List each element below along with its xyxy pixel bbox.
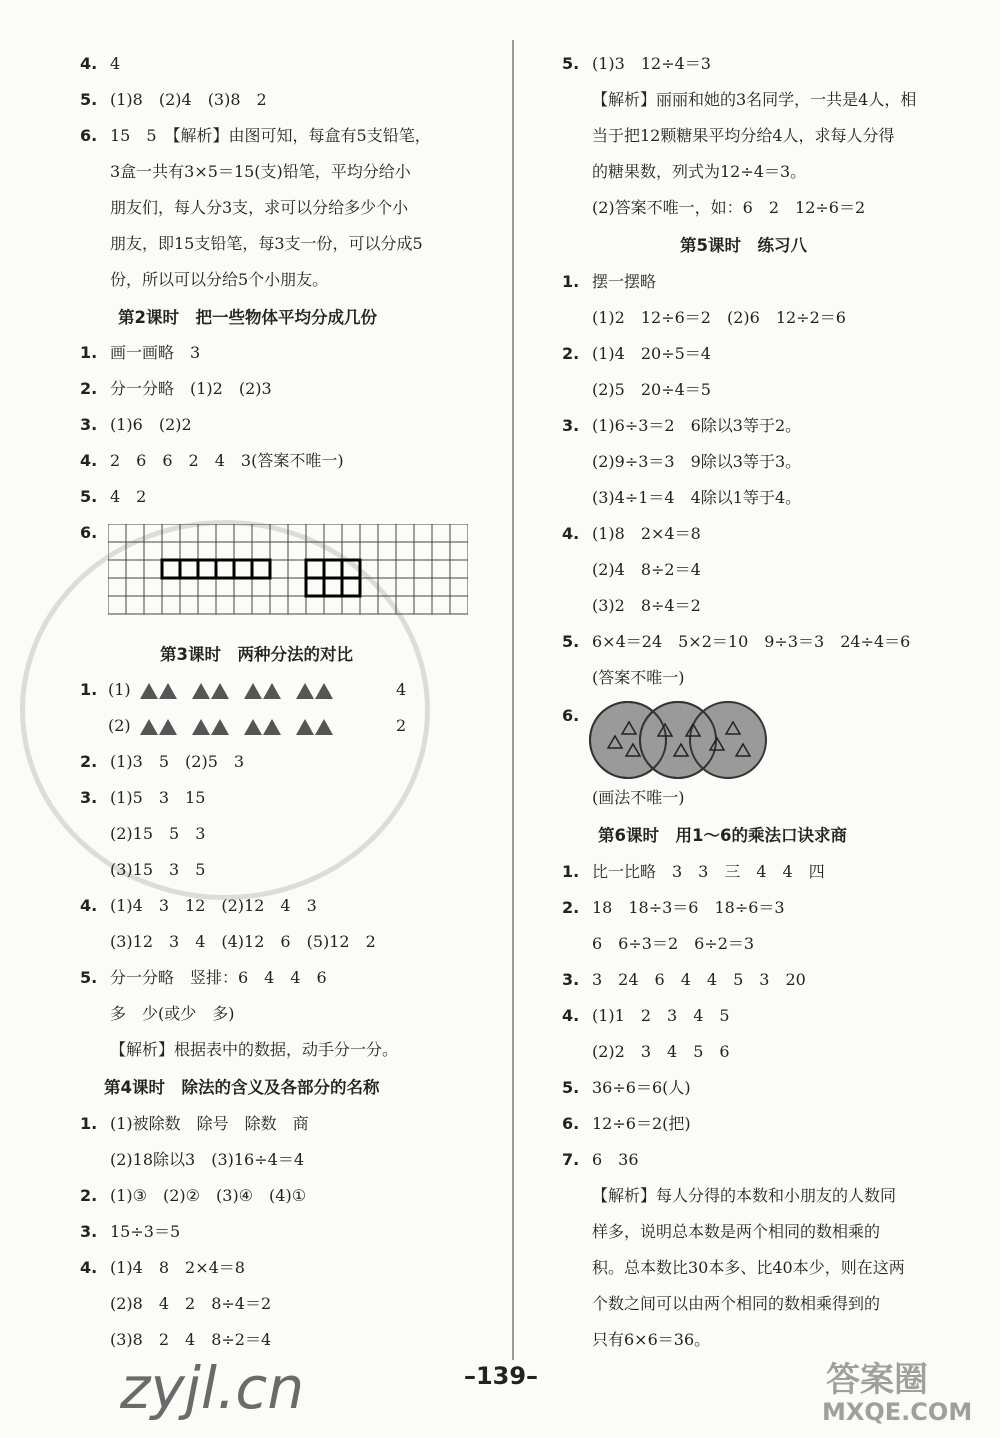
answer-text: (1)5 3 15 [110, 788, 206, 807]
answer-text: 2 6 6 2 4 3(答案不唯一) [110, 451, 344, 470]
lesson-heading: 第4课时 除法的含义及各部分的名称 [104, 1078, 380, 1097]
question-number: 6. [80, 126, 98, 145]
question-number: 6. [562, 1114, 580, 1133]
answer-text: 当于把12颗糖果平均分给4人，求每人分得 [592, 126, 895, 145]
question-number: 4. [562, 1006, 580, 1025]
triangle-icon [296, 683, 314, 699]
answer-text: 份，所以可以分给5个小朋友。 [110, 270, 329, 289]
bold-cell [198, 560, 216, 578]
answer-text: (2)8 4 2 8÷4＝2 [110, 1294, 272, 1313]
answer-text: 朋友们，每人分3支，求可以分给多少个小 [110, 198, 409, 217]
answer-text: 【解析】根据表中的数据，动手分一分。 [110, 1040, 399, 1059]
answer-text: (2)5 20÷4＝5 [592, 380, 711, 399]
triangle-icon [263, 683, 281, 699]
answer-text: 朋友，即15支铅笔，每3支一份，可以分成5 [110, 234, 423, 253]
answer-text: 画一画略 3 [110, 343, 201, 362]
answer-line [562, 198, 865, 218]
answer-text: (2)2 3 4 5 6 [592, 1042, 730, 1061]
answer-line [562, 416, 801, 436]
answer-line [80, 162, 411, 182]
answer-line [80, 1150, 304, 1170]
question-number: 3. [562, 970, 580, 989]
answer-line [80, 1114, 309, 1134]
answer-line [562, 126, 895, 146]
question-number: 4. [80, 896, 98, 915]
answer-text: (画法不唯一) [592, 788, 685, 807]
answer-text: 18 18÷3＝6 18÷6＝3 [592, 898, 785, 917]
venn-figure [588, 700, 768, 784]
triangle-icon [211, 719, 229, 735]
bold-cell [252, 560, 270, 578]
answer-line [80, 1186, 306, 1206]
answer-line [80, 896, 317, 916]
answer-line [562, 488, 801, 508]
answer-text: (1)③ (2)② (3)④ (4)① [110, 1186, 307, 1205]
bold-cell [324, 578, 342, 596]
answer-text: 样多，说明总本数是两个相同的数相乘的 [592, 1222, 881, 1241]
triangle-group [296, 718, 334, 737]
answer-line [80, 932, 376, 952]
answer-text: 15÷3＝5 [110, 1222, 181, 1241]
answer-line [80, 415, 192, 435]
triangle-icon [315, 683, 333, 699]
question-number: 5. [562, 54, 580, 73]
question-number: 1. [562, 272, 580, 291]
triangle-group [192, 718, 230, 737]
answer-text: (2)4 8÷2＝4 [592, 560, 701, 579]
answer-text: (3)2 8÷4＝2 [592, 596, 701, 615]
answer-text: 的糖果数，列式为12÷4＝3。 [592, 162, 807, 181]
answer-line [562, 452, 801, 472]
answer-line [80, 54, 120, 74]
answer-text: 积。总本数比30本多、比40本少，则在这两 [592, 1258, 905, 1277]
answer-text: (3)12 3 4 (4)12 6 (5)12 2 [110, 932, 376, 951]
question-number: 2. [562, 898, 580, 917]
answer-line [562, 524, 701, 544]
triangle-icon [296, 719, 314, 735]
triangle-icon [140, 719, 158, 735]
answer-line [80, 198, 408, 218]
question-number: 3. [80, 1222, 98, 1241]
answer-line [80, 968, 327, 988]
answer-line [80, 270, 328, 290]
answer-text: (1)3 12÷4＝3 [592, 54, 711, 73]
bold-cell [342, 560, 360, 578]
answer-text: 6 6÷3＝2 6÷2＝3 [592, 934, 755, 953]
answer-text: 6 36 [592, 1150, 639, 1169]
triangle-icon [192, 719, 210, 735]
question-number: 2. [80, 379, 98, 398]
question-number: 6. [80, 523, 98, 542]
triangle-group [140, 718, 178, 737]
answer-line [80, 860, 205, 880]
answer-line [562, 1114, 691, 1134]
watermark-right-top: 答案圈 [826, 1360, 928, 1400]
answer-line [562, 1078, 691, 1098]
question-number: 2. [562, 344, 580, 363]
question-number: 4. [80, 1258, 98, 1277]
venn-svg [588, 700, 768, 780]
question-number: 5. [80, 968, 98, 987]
answer-line [80, 523, 110, 543]
answer-text: 个数之间可以由两个相同的数相乘得到的 [592, 1294, 881, 1313]
answer-text: (2)答案不唯一，如：6 2 12÷6＝2 [592, 198, 866, 217]
answer-line [80, 1258, 245, 1278]
question-number: 6. [562, 706, 580, 725]
question-number: 5. [80, 487, 98, 506]
answer-line [562, 272, 656, 292]
answer-text: 4 [396, 680, 407, 699]
answer-text: (1)6÷3＝2 6除以3等于2。 [592, 416, 802, 435]
answer-text: (1)2 12÷6＝2 (2)6 12÷2＝6 [592, 308, 846, 327]
question-number: 1. [562, 862, 580, 881]
question-number: 2. [80, 1186, 98, 1205]
answer-line [80, 126, 431, 146]
answer-text: (2)18除以3 (3)16÷4＝4 [110, 1150, 304, 1169]
answer-line [80, 234, 423, 254]
answer-line [562, 1258, 905, 1278]
answer-text: (1)1 2 3 4 5 [592, 1006, 730, 1025]
question-number: 5. [562, 1078, 580, 1097]
circle-3 [690, 702, 766, 778]
answer-line [562, 596, 701, 616]
answer-line [80, 1222, 180, 1242]
answer-line [80, 451, 344, 471]
question-number: 2. [80, 752, 98, 771]
answer-text: (2)15 5 3 [110, 824, 206, 843]
answer-text: 12÷6＝2(把) [592, 1114, 691, 1133]
answer-text: 只有6×6＝36。 [592, 1330, 711, 1349]
answer-line [562, 380, 711, 400]
answer-text: 【解析】丽丽和她的3名同学，一共是4人，相 [592, 90, 917, 109]
question-number: 3. [562, 416, 580, 435]
answer-text: 3 24 6 4 4 5 3 20 [592, 970, 806, 989]
answer-text: 3盒一共有3×5＝15(支)铅笔，平均分给小 [110, 162, 411, 181]
triangle-icon [244, 683, 262, 699]
answer-line [562, 1006, 730, 1026]
answer-line [80, 752, 244, 772]
triangle-group [244, 718, 282, 737]
answer-line [562, 632, 910, 652]
answer-line [562, 788, 685, 808]
question-number: 1. [80, 680, 98, 699]
answer-text: 6×4＝24 5×2＝10 9÷3＝3 24÷4＝6 [592, 632, 911, 651]
answer-text: (1)4 8 2×4＝8 [110, 1258, 245, 1277]
answer-line [562, 1042, 730, 1062]
answer-line [80, 824, 205, 844]
answer-text: (3)15 3 5 [110, 860, 206, 879]
triangle-icon [140, 683, 158, 699]
triangle-icon [244, 719, 262, 735]
answer-text: (1)4 20÷5＝4 [592, 344, 711, 363]
answer-text: (1)6 (2)2 [110, 415, 192, 434]
question-number: 5. [562, 632, 580, 651]
answer-line [562, 1186, 896, 1206]
answer-line [562, 970, 806, 990]
answer-text: 分一分略 (1)2 (2)3 [110, 379, 272, 398]
bold-cell [342, 578, 360, 596]
answer-line [80, 379, 272, 399]
answer-text: (3)4÷1＝4 4除以1等于4。 [592, 488, 802, 507]
answer-line [80, 788, 205, 808]
lesson-heading: 第3课时 两种分法的对比 [160, 645, 353, 664]
question-number: 7. [562, 1150, 580, 1169]
bold-cell [306, 560, 324, 578]
answer-text: (1)3 5 (2)5 3 [110, 752, 245, 771]
sub-label: (2) [108, 716, 131, 735]
lesson-heading: 第2课时 把一些物体平均分成几份 [118, 308, 377, 327]
answer-line [562, 54, 711, 74]
triangle-group [244, 682, 282, 701]
answer-text: (1)被除数 除号 除数 商 [110, 1114, 309, 1133]
answer-line [562, 668, 685, 688]
answer-line [562, 560, 701, 580]
bold-cell [306, 578, 324, 596]
question-number: 4. [80, 54, 98, 73]
bold-cell [324, 560, 342, 578]
answer-line [562, 934, 754, 954]
answer-line [80, 1004, 235, 1024]
answer-text: (2)9÷3＝3 9除以3等于3。 [592, 452, 802, 471]
answer-text: 36÷6＝6(人) [592, 1078, 691, 1097]
triangle-icon [159, 683, 177, 699]
lesson-heading: 第5课时 练习八 [680, 236, 807, 255]
answer-text: (1)8 2×4＝8 [592, 524, 701, 543]
bold-cell [234, 560, 252, 578]
question-number: 5. [80, 90, 98, 109]
answer-line [80, 1330, 271, 1350]
answer-line [562, 898, 785, 918]
bold-cell [216, 560, 234, 578]
answer-line [80, 487, 146, 507]
answer-text: 4 2 [110, 487, 147, 506]
answer-text: (3)8 2 4 8÷2＝4 [110, 1330, 272, 1349]
answer-line [562, 1150, 639, 1170]
answer-text: 摆一摆略 [592, 272, 657, 291]
triangle-icon [211, 683, 229, 699]
answer-line [80, 1294, 271, 1314]
answer-text: (1)8 (2)4 (3)8 2 [110, 90, 267, 109]
bold-cell [180, 560, 198, 578]
answer-text: 【解析】每人分得的本数和小朋友的人数同 [592, 1186, 897, 1205]
question-number: 3. [80, 788, 98, 807]
answer-text: 2 [396, 716, 407, 735]
triangle-group [192, 682, 230, 701]
lesson-heading: 第6课时 用1～6的乘法口诀求商 [598, 826, 847, 845]
answer-text: 分一分略 竖排：6 4 4 6 [110, 968, 327, 987]
triangle-row [140, 682, 348, 701]
grid-figure [108, 524, 468, 628]
watermark-left: zyjl.cn [120, 1354, 305, 1422]
triangle-icon [263, 719, 281, 735]
grid-svg [108, 524, 468, 624]
question-number: 4. [80, 451, 98, 470]
answer-line [562, 1294, 880, 1314]
answer-text: 15 5 【解析】由图可知，每盒有5支铅笔， [110, 126, 431, 145]
question-number: 1. [80, 343, 98, 362]
watermark-right: MXQE.COM [822, 1398, 973, 1426]
triangle-group [140, 682, 178, 701]
answer-line [80, 1040, 398, 1060]
answer-line [80, 343, 200, 363]
bold-cell [162, 560, 180, 578]
answer-line [562, 308, 846, 328]
triangle-group [296, 682, 334, 701]
question-number: 3. [80, 415, 98, 434]
triangle-icon [315, 719, 333, 735]
answer-text: (1)4 3 12 (2)12 4 3 [110, 896, 317, 915]
answer-text: 多 少(或少 多) [110, 1004, 235, 1023]
triangle-row [140, 718, 348, 737]
answer-text: 比一比略 3 3 三 4 4 四 [592, 862, 825, 881]
answer-text: (答案不唯一) [592, 668, 685, 687]
answer-line [562, 862, 825, 882]
answer-line [562, 162, 806, 182]
column-divider [512, 40, 514, 1360]
sub-label: (1) [108, 680, 131, 699]
triangle-icon [192, 683, 210, 699]
answer-line [80, 90, 267, 110]
question-number: 4. [562, 524, 580, 543]
answer-line [562, 90, 916, 110]
page-number: –139– [463, 1362, 539, 1390]
answer-line [562, 1222, 880, 1242]
answer-text: 4 [110, 54, 121, 73]
answer-line [562, 344, 711, 364]
triangle-icon [159, 719, 177, 735]
answer-line [562, 1330, 710, 1350]
question-number: 1. [80, 1114, 98, 1133]
